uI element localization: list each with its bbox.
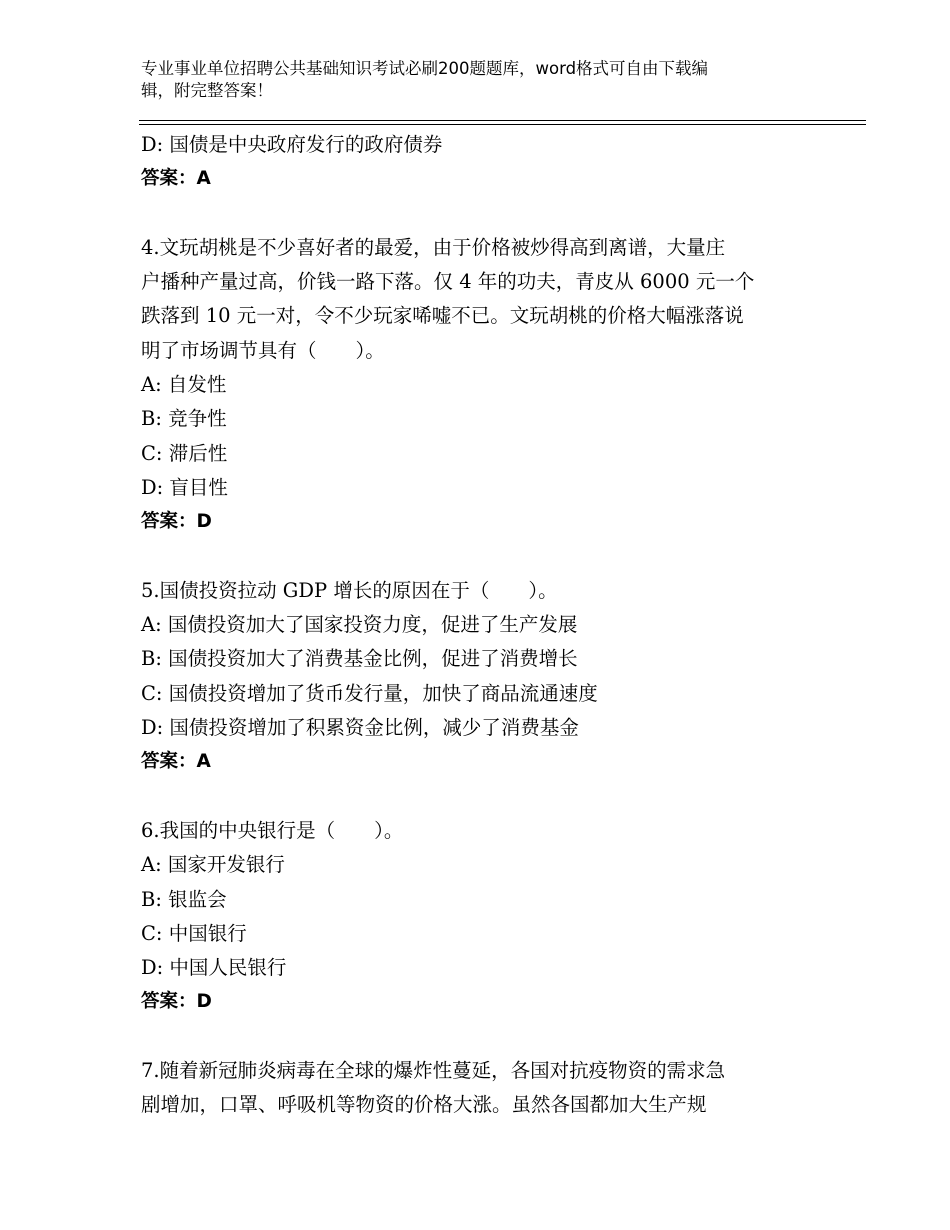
- q3-answer: 答案：A: [141, 168, 211, 190]
- q5-option-d: D: 国债投资增加了积累资金比例，减少了消费基金: [141, 716, 579, 740]
- question-7: [141, 1054, 811, 1123]
- q6-stem-line: 6.我国的中央银行是（ ）。: [141, 818, 404, 842]
- q6-option-b: B: 银监会: [141, 887, 227, 911]
- q5-option-c: C: 国债投资增加了货币发行量，加快了商品流通速度: [141, 681, 598, 705]
- question-5: [141, 574, 811, 780]
- q5-answer: 答案：A: [141, 751, 211, 773]
- q4-stem-line: 4.文玩胡桃是不少喜好者的最爱，由于价格被炒得高到离谱，大量庄: [141, 235, 726, 259]
- q3-option-d: D: 国债是中央政府发行的政府债券: [141, 133, 443, 156]
- q6-option-d: D: 中国人民银行: [141, 956, 287, 980]
- header-rule-thin: [139, 124, 866, 125]
- q4-option-b: B: 竞争性: [141, 407, 227, 431]
- page-header: [141, 58, 831, 102]
- question-content: [141, 128, 811, 1123]
- q4-stem-line: 跌落到 10 元一对，令不少玩家唏嘘不已。文玩胡桃的价格大幅涨落说: [141, 304, 744, 328]
- q5-stem-line: 5.国债投资拉动 GDP 增长的原因在于（ ）。: [141, 578, 558, 602]
- q4-stem-line: 户播种产量过高，价钱一路下落。仅 4 年的功夫，青皮从 6000 元一个: [141, 270, 755, 294]
- q4-stem-line: 明了市场调节具有（ ）。: [141, 338, 385, 362]
- q4-option-d: D: 盲目性: [141, 475, 228, 499]
- header-rule-thick: [139, 120, 866, 121]
- question-6: [141, 814, 811, 1020]
- q4-option-c: C: 滞后性: [141, 441, 228, 465]
- header-line-1: 专业事业单位招聘公共基础知识考试必刷200题题库，word格式可自由下载编: [141, 59, 709, 78]
- q5-option-a: A: 国债投资加大了国家投资力度，促进了生产发展: [141, 613, 578, 637]
- q5-option-b: B: 国债投资加大了消费基金比例，促进了消费增长: [141, 647, 578, 671]
- q4-option-a: A: 自发性: [141, 373, 227, 397]
- q7-stem-line: 剧增加，口罩、呼吸机等物资的价格大涨。虽然各国都加大生产规: [141, 1093, 707, 1117]
- q6-option-a: A: 国家开发银行: [141, 853, 285, 877]
- header-line-2: 辑，附完整答案！: [141, 81, 273, 100]
- q7-stem-line: 7.随着新冠肺炎病毒在全球的爆炸性蔓延，各国对抗疫物资的需求急: [141, 1059, 726, 1083]
- q6-answer: 答案：D: [141, 991, 212, 1013]
- q6-option-c: C: 中国银行: [141, 921, 247, 945]
- q4-answer: 答案：D: [141, 511, 212, 533]
- question-4: [141, 231, 811, 540]
